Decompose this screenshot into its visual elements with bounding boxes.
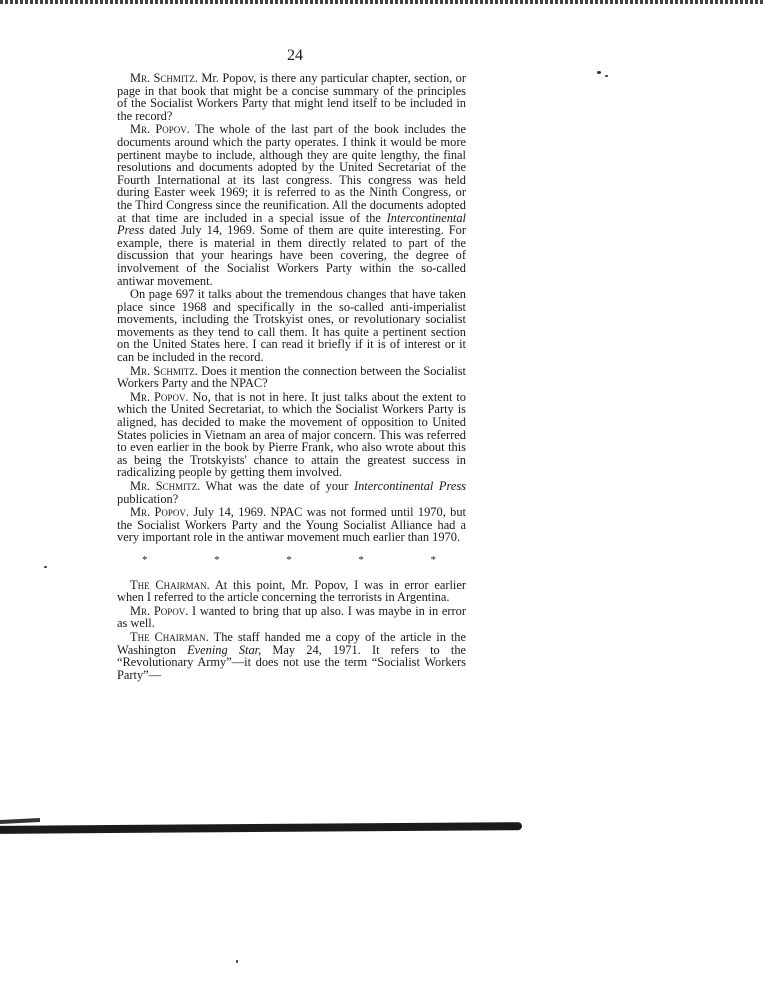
paragraph-text: What was the date of your	[200, 479, 354, 493]
page-number: 24	[287, 47, 303, 64]
transcript-body	[117, 72, 466, 682]
paragraph	[117, 123, 466, 287]
speaker-name: Mr. Popov.	[130, 505, 189, 520]
paragraph-text: Does it mention the connection between the Socialist Workers Party and the NPAC?	[117, 363, 466, 391]
paragraph-text: May 24, 1971. It refers to the “Revolutionary Army”—it does not use the term “Socialist Workers Party”—	[117, 642, 467, 682]
paragraph-text: July 14, 1969. NPAC was not formed until 1970, but the Socialist Workers Party and the Young Socialist Alliance had a very important role in the antiwar movement much earlier than 1970.	[117, 505, 466, 545]
paragraph-text: publication?	[117, 491, 179, 506]
paragraph-text: The whole of the last part of the book includes the documents around which the party operates. I think it would be more pertinent maybe to include, although they are quite lengthy, the final resolutions and documents adopted by the United Secretariat of the Fourth International at its last congress. This congress was held during Easter week 1969; it is referred to as the Ninth Congress, or the Third Congress since the reunification. All the documents adopted at that time are included in a special issue of the	[117, 122, 466, 225]
scan-speck	[605, 75, 608, 77]
speaker-name: Mr. Popov.	[130, 122, 190, 137]
separator-asterisk: *	[286, 553, 292, 566]
scan-speck	[597, 71, 601, 74]
scan-artifact-line	[0, 818, 40, 824]
paragraph-text: At this point, Mr. Popov, I was in error earlier when I referred to the article concerning the terrorists in Argentina.	[117, 577, 466, 605]
speaker-name: Mr. Schmitz.	[130, 479, 201, 493]
paragraph	[117, 506, 466, 544]
speaker-name: Mr. Popov.	[130, 389, 189, 404]
speaker-name: Mr. Schmitz.	[130, 71, 198, 85]
publication-title: Intercontinental Press	[353, 479, 466, 493]
paragraph-text: On page 697 it talks about the tremendous changes that have taken place since 1968 and specifically in the so-called anti-imperialist movements, including the Trotskyist ones, or revolutionary socialist movements as they tend to call them. It has quite a pertinent section on the United States here. I can read it briefly if it is of interest or it can be included in the record.	[117, 287, 466, 365]
paragraph-text: No, that is not in here. It just talks about the extent to which the United Secretariat, to which the Socialist Workers Party is aligned, has decided to make the movement of opposition to United States policies in Vietnam an area of major concern. This was referred to even earlier in the book by Pierre Frank, who also wrote about this as being the Trotskyists' chance to attain the greatest success in radicalizing people by getting them involved.	[117, 389, 466, 480]
separator-asterisk: *	[142, 553, 148, 566]
paragraph	[117, 480, 466, 505]
paragraph	[117, 631, 466, 681]
paragraph	[117, 72, 466, 122]
separator-asterisk: *	[430, 553, 436, 566]
section-separator	[117, 554, 466, 567]
scan-speck	[44, 566, 47, 568]
paragraph-text: Mr. Popov, is there any particular chapter, section, or page in that book that might be a concise summary of the principles of the Socialist Workers Party that might lend itself to be included in the record?	[117, 71, 466, 123]
paragraph-text: dated July 14, 1969. Some of them are quite interesting. For example, there is material in them directly related to part of the discussion that your hearings have been covering, the degree of involvement of the Socialist Workers Party within the so-called antiwar movement.	[117, 223, 466, 288]
paragraph	[117, 391, 466, 479]
paragraph-text: The staff handed me a copy of the article in the Washington	[117, 629, 466, 657]
paragraph	[117, 579, 466, 604]
scan-speck	[236, 960, 238, 963]
speaker-name: The Chairman.	[130, 577, 210, 592]
speaker-name: Mr. Popov.	[130, 603, 189, 618]
speaker-name: Mr. Schmitz.	[130, 363, 198, 378]
scan-top-edge	[0, 0, 763, 4]
separator-asterisk: *	[214, 553, 220, 566]
publication-title: Evening Star,	[187, 642, 262, 657]
speaker-name: The Chairman.	[130, 629, 209, 644]
paragraph	[117, 605, 466, 630]
paragraph	[117, 365, 466, 390]
separator-asterisk: *	[358, 553, 364, 566]
publication-title: Intercontinental Press	[117, 210, 466, 238]
scan-bottom-rule	[0, 822, 522, 834]
paragraph	[117, 288, 466, 364]
paragraph-text: I wanted to bring that up also. I was maybe in in error as well.	[117, 603, 466, 631]
